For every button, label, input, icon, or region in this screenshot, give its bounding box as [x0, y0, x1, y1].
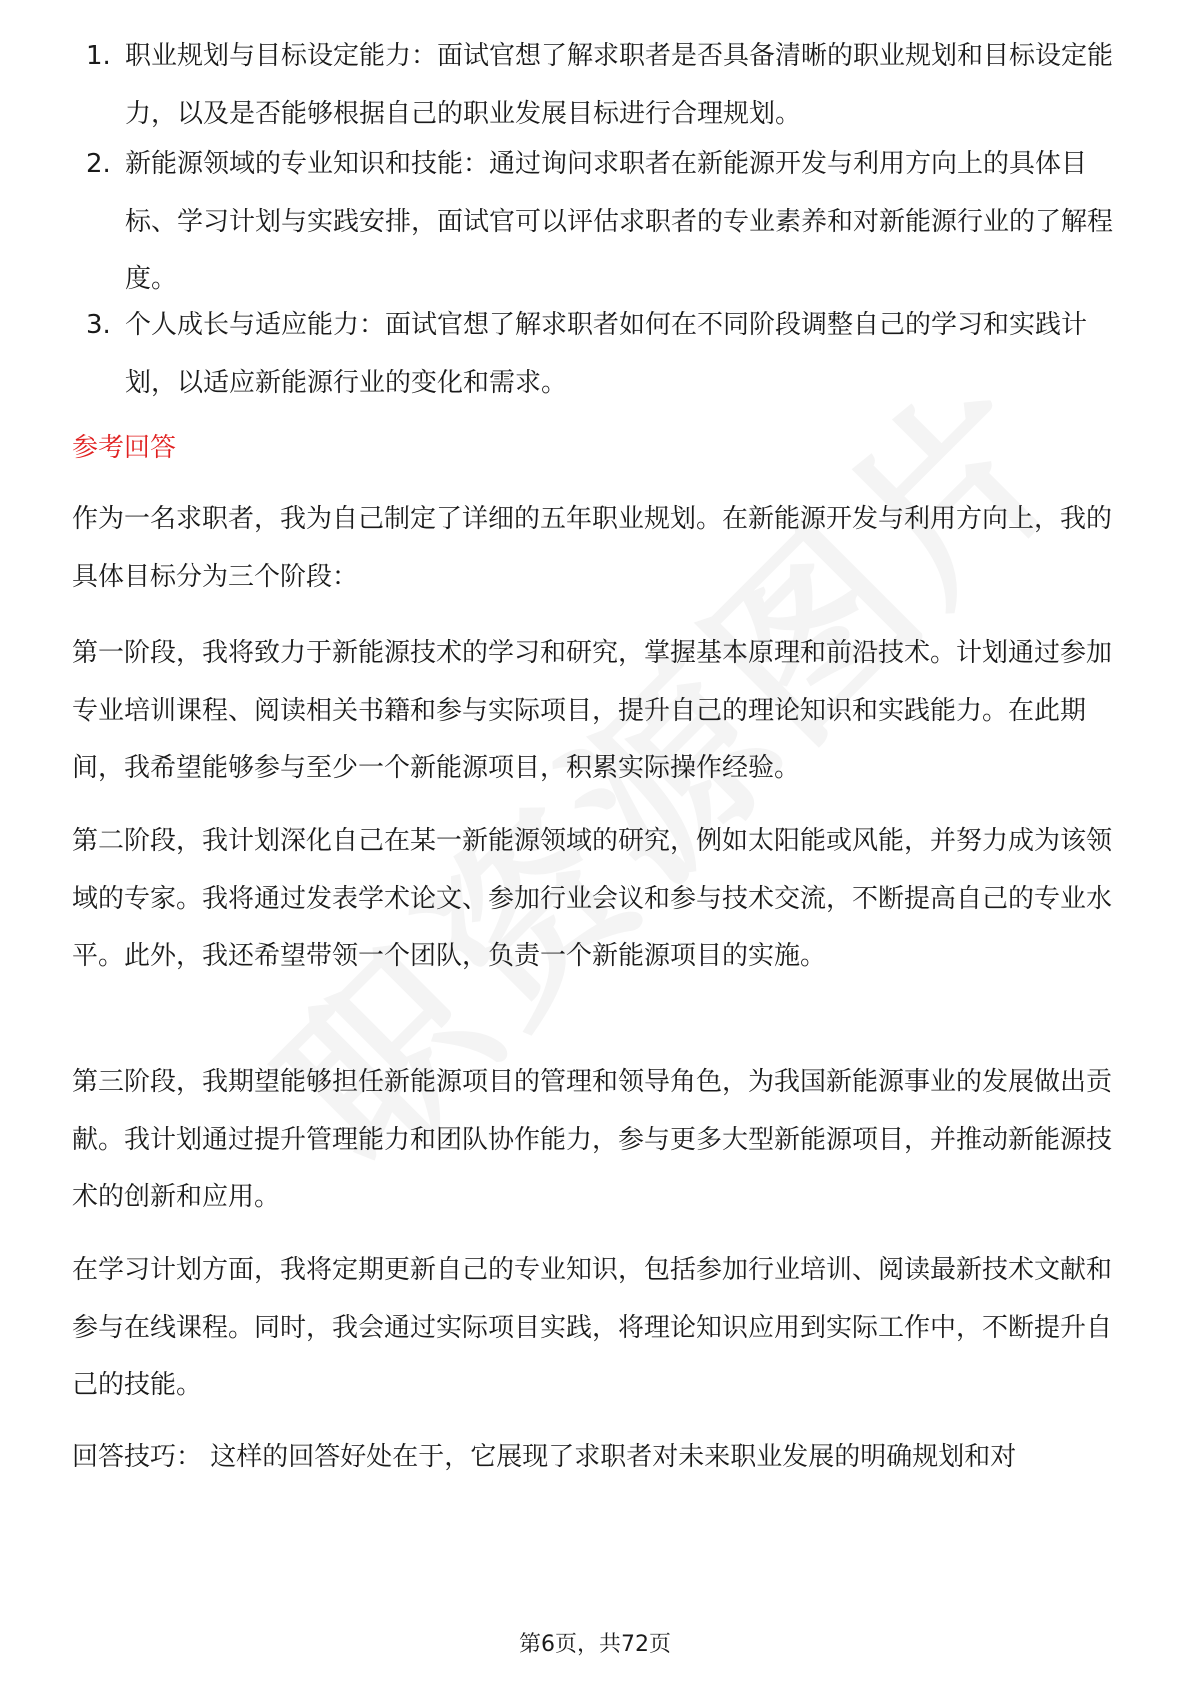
- list-item-number: 3.: [86, 310, 111, 340]
- list-item: [72, 136, 1122, 308]
- paragraph-answer-tips: 回答技巧： 这样的回答好处在于，它展现了求职者对未来职业发展的明确规划和对: [72, 1442, 1017, 1472]
- list-item: [72, 28, 1122, 143]
- paragraph-stage-three: 第三阶段，我期望能够担任新能源项目的管理和领导角色，为我国新能源事业的发展做出贡献。我计划通过提升管理能力和团队协作能力，参与更多大型新能源项目，并推动新能源技术的创新和应用。: [72, 1067, 1113, 1212]
- list-item: [72, 297, 1122, 412]
- list-item-text: 职业规划与目标设定能力：面试官想了解求职者是否具备清晰的职业规划和目标设定能力，以及是否能够根据自己的职业发展目标进行合理规划。: [125, 41, 1114, 129]
- paragraph-stage-one: 第一阶段，我将致力于新能源技术的学习和研究，掌握基本原理和前沿技术。计划通过参加专业培训课程、阅读相关书籍和参与实际项目，提升自己的理论知识和实践能力。在此期间，我希望能够参与至少一个新能源项目，积累实际操作经验。: [72, 638, 1113, 783]
- list-item-number: 1.: [86, 41, 111, 71]
- section-heading: 参考回答: [72, 433, 177, 463]
- list-item-number: 2.: [86, 149, 111, 179]
- paragraph-intro: 作为一名求职者，我为自己制定了详细的五年职业规划。在新能源开发与利用方向上，我的具体目标分为三个阶段：: [72, 504, 1113, 592]
- list-item-text: 个人成长与适应能力：面试官想了解求职者如何在不同阶段调整自己的学习和实践计划，以适应新能源行业的变化和需求。: [125, 310, 1088, 398]
- paragraph-stage-two: 第二阶段，我计划深化自己在某一新能源领域的研究，例如太阳能或风能，并努力成为该领域的专家。我将通过发表学术论文、参加行业会议和参与技术交流，不断提高自己的专业水平。此外，我还希望带领一个团队，负责一个新能源项目的实施。: [72, 826, 1113, 971]
- list-item-text: 新能源领域的专业知识和技能：通过询问求职者在新能源开发与利用方向上的具体目标、学习计划与实践安排，面试官可以评估求职者的专业素养和对新能源行业的了解程度。: [125, 149, 1114, 294]
- page-footer: 第6页，共72页: [519, 1632, 671, 1657]
- paragraph-learning-plan: 在学习计划方面，我将定期更新自己的专业知识，包括参加行业培训、阅读最新技术文献和参与在线课程。同时，我会通过实际项目实践，将理论知识应用到实际工作中，不断提升自己的技能。: [72, 1255, 1113, 1400]
